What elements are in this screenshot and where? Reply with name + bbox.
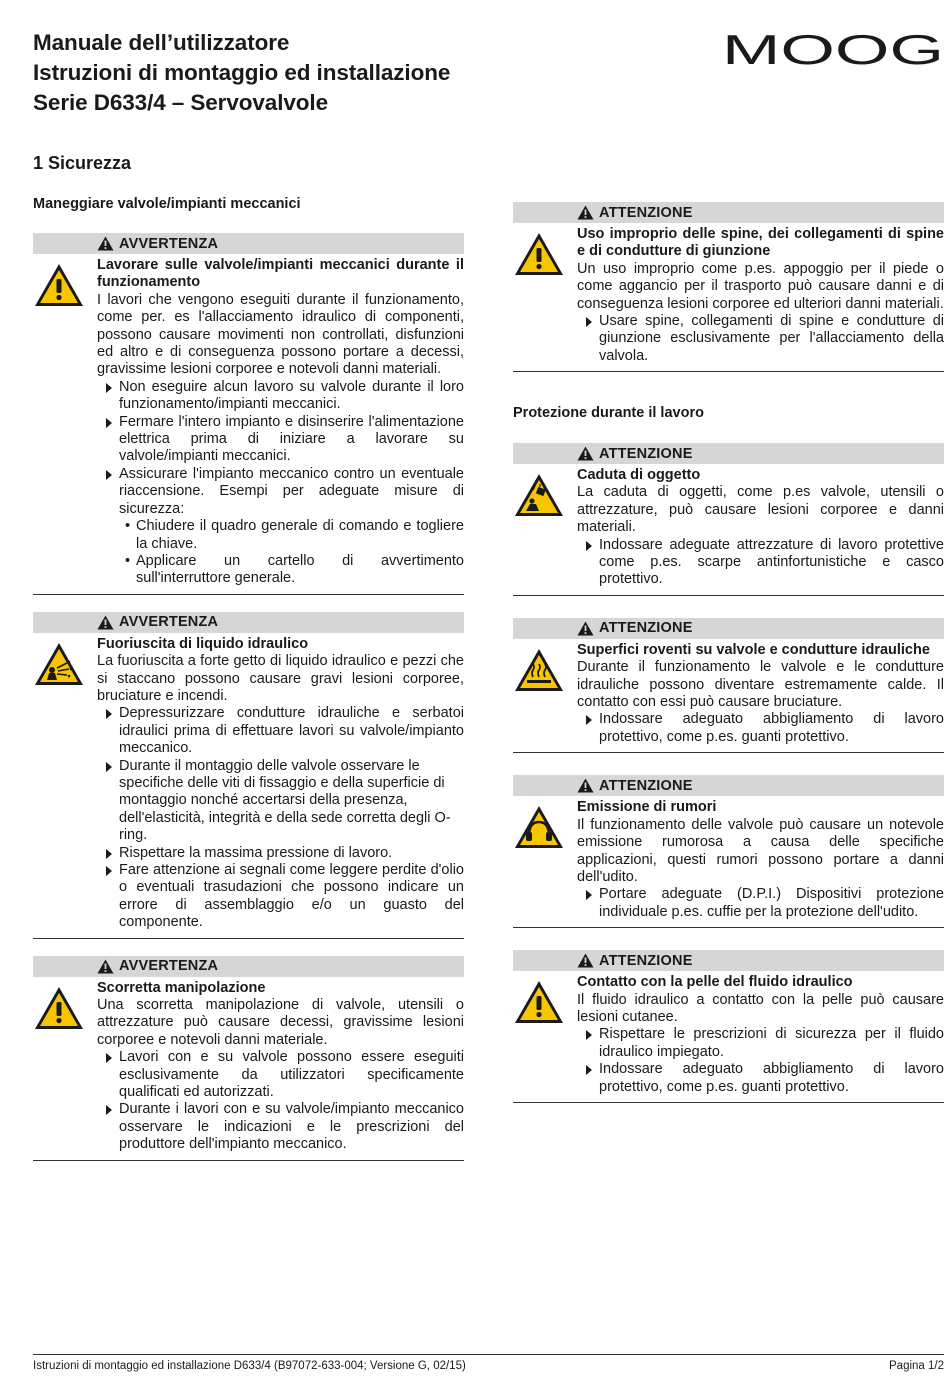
- small-warning-icon: [577, 778, 594, 793]
- warning-label: ATTENZIONE: [599, 952, 693, 969]
- warning-header: [33, 233, 464, 254]
- bullet-item: Lavori con e su valvole possono essere eseguiti esclusivamente da utilizzatori specificamente qualificati ed autorizzati.: [97, 1049, 464, 1101]
- warning-header: [513, 775, 944, 796]
- bullet-item: Fare attenzione ai segnali come leggere perdite d'olio o eventuali trasudazioni che possono indicare un errore di assemblaggio e/o un guasto del componente.: [97, 862, 464, 932]
- small-warning-icon: [97, 236, 114, 251]
- bullet-item: Indossare adeguato abbigliamento di lavoro protettivo, come p.es. guanti protettivo.: [577, 1061, 944, 1096]
- warning-label: AVVERTENZA: [119, 614, 219, 631]
- section-title: 1 Sicurezza: [33, 153, 132, 173]
- bullet-item: Portare adeguate (D.P.I.) Dispositivi protezione individuale p.es. cuffie per la protezione dell'udito.: [577, 886, 944, 921]
- left-column: [33, 233, 464, 1161]
- right-column-top: [513, 202, 944, 372]
- left-subsection-title: Maneggiare valvole/impianti meccanici: [33, 196, 301, 212]
- warning-header: [513, 618, 944, 639]
- warning-title: Emissione di rumori: [577, 799, 717, 816]
- general-warning-icon: [33, 985, 85, 1031]
- warning-text: Il fluido idraulico a contatto con la pelle può causare lesioni cutanee.: [577, 991, 944, 1025]
- warning-box: [513, 618, 944, 753]
- header-line-2: Istruzioni di montaggio ed installazione: [33, 60, 451, 85]
- right-subsection-title: Protezione durante il lavoro: [513, 405, 704, 421]
- bullet-item: Non eseguire alcun lavoro su valvole durante il loro funzionamento/impianti meccanici.: [97, 379, 464, 414]
- bullet-item: Fermare l'intero impianto e disinserire l'alimentazione elettrica prima di iniziare a lavorare su valvole/impianti meccanici.: [97, 414, 464, 466]
- bullet-item: Usare spine, collegamenti di spine e condutture di giunzione esclusivamente per l'allacciamento della valvola.: [577, 313, 944, 365]
- warning-box: [33, 956, 464, 1161]
- warning-box: [513, 202, 944, 372]
- warning-box: [513, 775, 944, 928]
- small-warning-icon: [577, 953, 594, 968]
- warning-text: La fuoriuscita a forte getto di liquido idraulico e pezzi che si staccano possono causare gravi lesioni corporee, bruciature e incendi.: [97, 653, 464, 704]
- general-warning-icon: [513, 231, 565, 277]
- warning-label: ATTENZIONE: [599, 445, 693, 462]
- small-warning-icon: [577, 446, 594, 461]
- warning-header: [513, 202, 944, 223]
- warning-label: ATTENZIONE: [599, 204, 693, 221]
- warning-text: Un uso improprio come p.es. appoggio per il piede o come aggancio per il trasporto può causare danni e di conseguenza lesioni corporee ed ulteriori danni materiali.: [577, 260, 944, 312]
- warning-label: AVVERTENZA: [119, 235, 219, 252]
- bullet-item: Assicurare l'impianto meccanico contro un eventuale riaccensione. Esempi per adeguate misure di sicurezza:: [97, 466, 464, 518]
- general-warning-icon: [33, 262, 85, 308]
- warning-text: La caduta di oggetti, come p.es valvole, utensili o attrezzature, può causare lesioni corporee e danni materiali.: [577, 484, 944, 536]
- warning-title: Scorretta manipolazione: [97, 979, 266, 996]
- right-column-protection: [513, 443, 944, 1103]
- falling-object-icon: [513, 472, 565, 518]
- warning-text: Il funzionamento delle valvole può causare un notevole emissione rumorosa a causa delle specifiche applicazioni, questi rumori possono portare a danni dell'udito.: [577, 816, 944, 885]
- warning-header: [513, 950, 944, 971]
- warning-header: [33, 956, 464, 977]
- warning-box: [513, 443, 944, 596]
- warning-title: Superfici roventi su valvole e condutture idrauliche: [577, 641, 930, 658]
- footer-document-info: Istruzioni di montaggio ed installazione D633/4 (B97072-633-004; Versione G, 02/15): [33, 1360, 466, 1372]
- bullet-item: Rispettare le prescrizioni di sicurezza per il fluido idraulico impiegato.: [577, 1026, 944, 1061]
- hearing-protection-icon: [513, 804, 565, 850]
- header-line-1: Manuale dell’utilizzatore: [33, 30, 290, 55]
- warning-title: Caduta di oggetto: [577, 467, 701, 483]
- warning-text: Una scorretta manipolazione di valvole, utensili o attrezzature può causare decessi, gravissime lesioni corporee e notevoli danni materiale.: [97, 997, 464, 1048]
- svg-text:MOOG: MOOG: [722, 30, 944, 70]
- bullet-item: Rispettare la massima pressione di lavoro.: [97, 845, 464, 862]
- general-warning-icon: [513, 979, 565, 1025]
- warning-title: Uso improprio delle spine, dei collegamenti di spine e di condutture di giunzione: [577, 226, 944, 260]
- warning-title: Fuoriuscita di liquido idraulico: [97, 635, 309, 652]
- fluid-jet-warning-icon: [33, 641, 85, 687]
- warning-text: Durante il funzionamento le valvole e le condutture idrauliche possono diventare estremamente calde. Il contatto con essi può causare bruciature.: [577, 659, 944, 711]
- warning-header: [33, 612, 464, 633]
- bullet-item: Durante il montaggio delle valvole osservare le specifiche delle viti di fissaggio e della superficie di montaggio nonché accertarsi della presenza, dell'elasticità, integrità e della sede corretta degli O-ring.: [97, 758, 464, 845]
- footer-divider: [33, 1354, 944, 1355]
- header-line-3: Serie D633/4 – Servovalvole: [33, 90, 328, 115]
- warning-label: AVVERTENZA: [119, 958, 219, 975]
- warning-label: ATTENZIONE: [599, 777, 693, 794]
- small-warning-icon: [97, 615, 114, 630]
- warning-label: ATTENZIONE: [599, 620, 693, 637]
- small-warning-icon: [577, 205, 594, 220]
- bullet-item: Indossare adeguato abbigliamento di lavoro protettivo, come p.es. guanti protettivo.: [577, 711, 944, 746]
- warning-box: [33, 233, 464, 595]
- warning-box: [513, 950, 944, 1103]
- footer-page-number: Pagina 1/2: [889, 1360, 944, 1372]
- bullet-item: Durante i lavori con e su valvole/impianto meccanico osservare le indicazioni e le prescrizioni del produttore dell'impianto meccanico.: [97, 1101, 464, 1153]
- warning-text: I lavori che vengono eseguiti durante il funzionamento, come per. es l'allacciamento idraulico di componenti, possono causare movimenti non controllati, disfunzioni ed altro e di conseguenza possono portare a decessi, gravissime lesioni corporee e notevoli danni materiali.: [97, 291, 464, 378]
- bullet-item: Depressurizzare condutture idrauliche e serbatoi idraulici prima di effettuare lavori su valvole/impianto meccanico.: [97, 705, 464, 757]
- dot-item: • Chiudere il quadro generale di comando e togliere la chiave.: [97, 518, 464, 553]
- small-warning-icon: [577, 621, 594, 636]
- warning-header: [513, 443, 944, 464]
- warning-title: Lavorare sulle valvole/impianti meccanici durante il funzionamento: [97, 257, 464, 291]
- small-warning-icon: [97, 959, 114, 974]
- warning-title: Contatto con la pelle del fluido idraulico: [577, 974, 853, 991]
- hot-surface-icon: [513, 647, 565, 693]
- moog-logo: [722, 30, 944, 70]
- document-header: [33, 28, 450, 118]
- dot-item: • Applicare un cartello di avvertimento sull'interruttore generale.: [97, 553, 464, 588]
- warning-box: [33, 612, 464, 939]
- bullet-item: Indossare adeguate attrezzature di lavoro protettive come p.es. scarpe antinfortunistiche e casco protettivo.: [577, 537, 944, 589]
